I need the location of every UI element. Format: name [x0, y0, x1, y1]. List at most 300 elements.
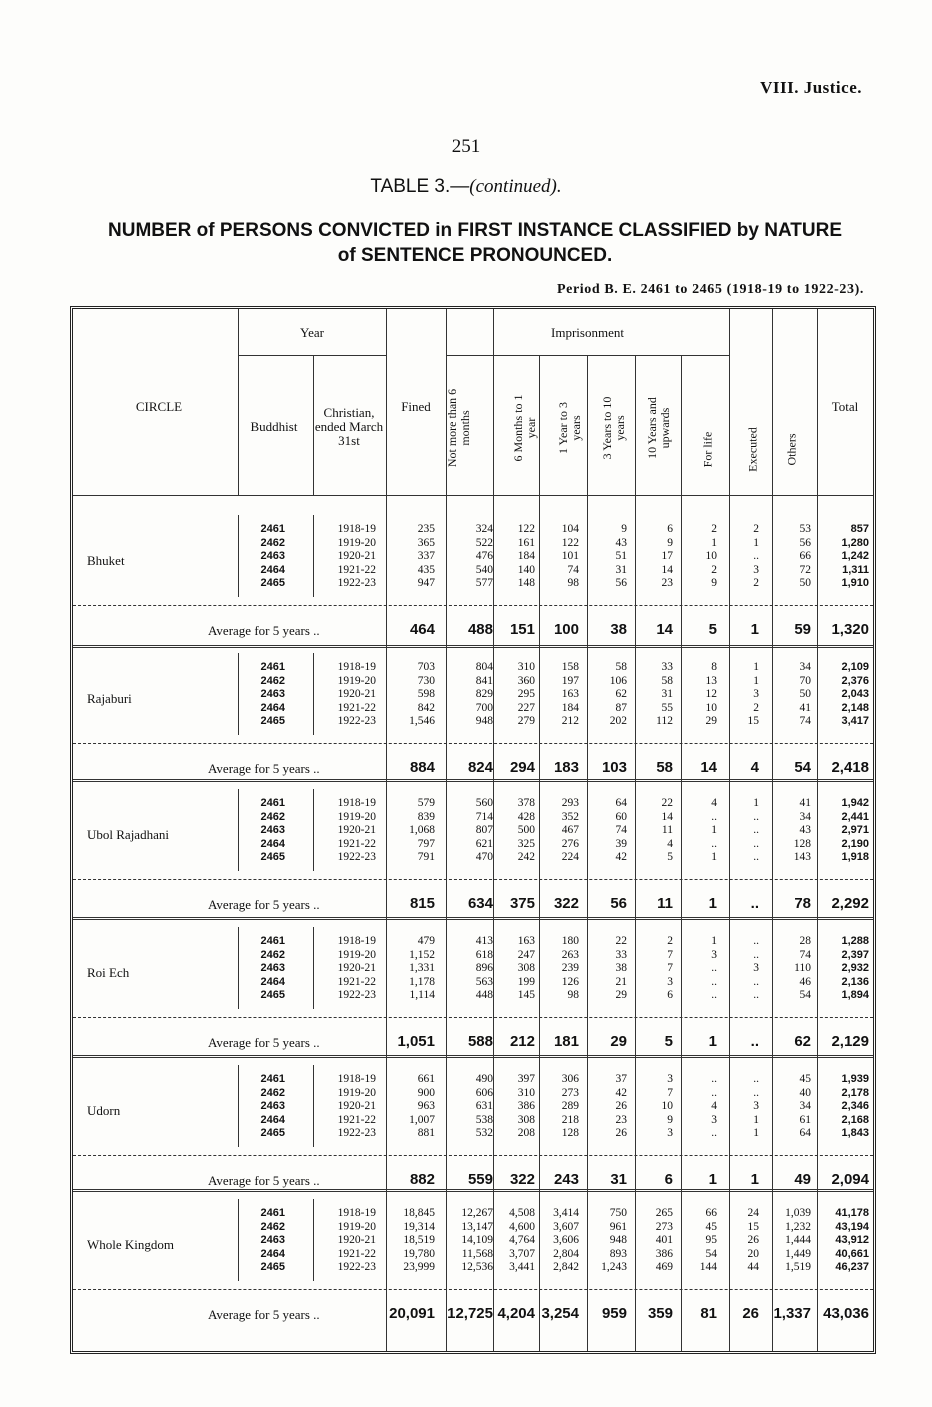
cell-6m-1y: 227 [517, 701, 535, 714]
cell-christian: 1922-23 [337, 1127, 376, 1140]
cell-total: 857 [850, 523, 869, 535]
cell-not-more-6m: 12,536 [461, 1261, 493, 1274]
cell-fined: 235 [417, 523, 435, 535]
cell-fined: 1,114 [409, 989, 435, 1002]
cell-buddhist: 2461 [260, 935, 285, 947]
cell-christian: 1920-21 [337, 688, 376, 701]
average-total: 2,094 [831, 1171, 869, 1188]
cell-total: 2,346 [841, 1100, 869, 1113]
cell-6m-1y: 163 [517, 935, 535, 947]
cell-others: 34 [799, 1100, 811, 1113]
average-total: 2,418 [831, 759, 869, 776]
cell-1y-3y: 3,414 [553, 1207, 579, 1219]
cell-christian: 1919-20 [337, 810, 376, 823]
cell-6m-1y: 386 [517, 1100, 535, 1113]
cell-6m-1y: 428 [517, 810, 535, 823]
cell-1y-3y: 306 [561, 1073, 579, 1085]
average-label: Average for 5 years .. [208, 1035, 320, 1050]
cell-10y-up: 22 [661, 797, 673, 809]
average-6m-1y: 375 [509, 895, 535, 912]
cell-total: 1,843 [841, 1127, 869, 1140]
cell-total: 1,311 [842, 563, 869, 576]
cell-not-more-6m: 577 [475, 577, 493, 590]
cell-fined: 435 [417, 563, 435, 576]
average-6m-1y: 322 [509, 1171, 535, 1188]
header-others: Others [784, 433, 799, 466]
cell-6m-1y: 3,441 [509, 1261, 535, 1274]
header-christian: Christian, ended March 31st [314, 405, 384, 448]
cell-others: 1,449 [785, 1247, 811, 1260]
average-3y-10y: 959 [601, 1305, 627, 1322]
cell-1y-3y: 467 [561, 824, 579, 837]
circle-name: Ubol Rajadhani [87, 827, 169, 842]
cell-3y-10y: 64 [615, 797, 627, 809]
cell-10y-up: 11 [661, 824, 673, 837]
cell-executed: 2 [753, 701, 759, 714]
cell-10y-up: 17 [661, 550, 673, 563]
cell-3y-10y: 37 [615, 1073, 627, 1085]
cell-3y-10y: 26 [615, 1127, 627, 1140]
cell-6m-1y: 397 [517, 1073, 535, 1085]
average-not-more-6m: 488 [467, 621, 493, 638]
average-for-life: 1 [708, 1033, 717, 1050]
cell-christian: 1918-19 [337, 1207, 376, 1219]
cell-1y-3y: 276 [561, 837, 579, 850]
cell-executed: 24 [747, 1207, 759, 1219]
cell-buddhist: 2463 [260, 688, 285, 701]
cell-fined: 791 [417, 851, 435, 864]
cell-for-life: 8 [711, 661, 717, 673]
cell-10y-up: 112 [656, 715, 673, 728]
cell-buddhist: 2465 [260, 715, 285, 728]
cell-others: 110 [794, 962, 811, 975]
cell-others: 72 [799, 563, 811, 576]
cell-1y-3y: 289 [561, 1100, 579, 1113]
cell-3y-10y: 38 [615, 962, 627, 975]
cell-3y-10y: 62 [615, 688, 627, 701]
average-for-life: 14 [700, 759, 717, 776]
cell-for-life: .. [711, 837, 717, 850]
average-not-more-6m: 634 [467, 895, 493, 912]
cell-not-more-6m: 470 [475, 851, 493, 864]
cell-10y-up: 6 [667, 989, 673, 1002]
cell-6m-1y: 247 [517, 948, 535, 961]
average-fined: 884 [409, 759, 435, 776]
cell-3y-10y: 43 [615, 536, 627, 549]
average-not-more-6m: 588 [467, 1033, 493, 1050]
cell-1y-3y: 128 [561, 1127, 579, 1140]
cell-buddhist: 2461 [260, 523, 285, 535]
cell-buddhist: 2465 [260, 989, 285, 1002]
cell-10y-up: 10 [661, 1100, 673, 1113]
header-circle: CIRCLE [135, 399, 183, 414]
cell-fined: 842 [417, 701, 435, 714]
cell-not-more-6m: 532 [475, 1127, 493, 1140]
cell-others: 54 [799, 989, 811, 1002]
cell-christian: 1921-22 [337, 701, 376, 714]
cell-1y-3y: 184 [561, 701, 579, 714]
cell-fined: 900 [417, 1086, 435, 1099]
header-6-months-to-1-year: 6 Months to 1 year [511, 394, 538, 462]
cell-for-life: 2 [711, 563, 717, 576]
cell-total: 2,441 [841, 810, 869, 823]
circle-name: Udorn [87, 1103, 121, 1118]
cell-10y-up: 33 [661, 661, 673, 673]
data-table [70, 306, 876, 1354]
cell-buddhist: 2462 [260, 810, 285, 823]
average-executed: 1 [750, 1171, 759, 1188]
cell-executed: 3 [753, 962, 759, 975]
cell-fined: 839 [417, 810, 435, 823]
cell-total: 2,932 [841, 962, 869, 975]
cell-executed: .. [753, 837, 759, 850]
cell-for-life: 2 [711, 523, 717, 535]
cell-1y-3y: 197 [561, 674, 579, 687]
cell-buddhist: 2463 [260, 962, 285, 975]
cell-total: 41,178 [835, 1207, 869, 1219]
cell-total: 1,280 [841, 536, 869, 549]
cell-buddhist: 2464 [260, 975, 285, 988]
cell-6m-1y: 122 [517, 523, 535, 535]
title-line-1: NUMBER of PERSONS CONVICTED in FIRST INSTANCE CLASSIFIED by NATURE [108, 220, 842, 241]
cell-christian: 1919-20 [337, 948, 376, 961]
average-fined: 464 [409, 621, 435, 638]
average-6m-1y: 212 [509, 1033, 535, 1050]
cell-10y-up: 2 [667, 935, 673, 947]
average-6m-1y: 294 [509, 759, 535, 776]
cell-3y-10y: 42 [615, 851, 627, 864]
cell-christian: 1922-23 [337, 577, 376, 590]
cell-1y-3y: 74 [567, 563, 579, 576]
cell-christian: 1922-23 [337, 851, 376, 864]
cell-1y-3y: 273 [561, 1086, 579, 1099]
average-1y-3y: 3,254 [541, 1305, 579, 1322]
cell-fined: 365 [417, 536, 435, 549]
cell-for-life: 10 [705, 701, 717, 714]
cell-total: 40,661 [835, 1247, 869, 1260]
cell-for-life: 12 [705, 688, 717, 701]
cell-for-life: 1 [711, 824, 717, 837]
cell-fined: 1,068 [409, 824, 435, 837]
cell-1y-3y: 352 [561, 810, 579, 823]
header-year: Year [300, 325, 324, 340]
cell-others: 34 [799, 661, 811, 673]
average-label: Average for 5 years .. [208, 897, 320, 912]
cell-executed: 26 [747, 1234, 759, 1247]
cell-christian: 1919-20 [337, 674, 376, 687]
cell-10y-up: 55 [661, 701, 673, 714]
average-for-life: 5 [708, 621, 717, 638]
average-label: Average for 5 years .. [208, 1307, 320, 1322]
cell-3y-10y: 9 [621, 523, 627, 535]
cell-10y-up: 273 [655, 1220, 673, 1233]
average-1y-3y: 100 [553, 621, 579, 638]
cell-total: 43,912 [835, 1234, 869, 1247]
average-1y-3y: 181 [553, 1033, 579, 1050]
cell-others: 43 [799, 824, 811, 837]
cell-executed: 1 [753, 1113, 759, 1126]
cell-buddhist: 2461 [260, 1207, 285, 1219]
cell-6m-1y: 3,707 [509, 1247, 535, 1260]
cell-10y-up: 5 [667, 851, 673, 864]
cell-total: 1,288 [841, 935, 869, 947]
cell-executed: 1 [753, 661, 759, 673]
cell-not-more-6m: 618 [475, 948, 493, 961]
cell-not-more-6m: 563 [475, 975, 493, 988]
average-3y-10y: 31 [610, 1171, 627, 1188]
cell-not-more-6m: 413 [475, 935, 493, 947]
cell-10y-up: 469 [655, 1261, 673, 1274]
cell-executed: .. [753, 851, 759, 864]
cell-fined: 1,546 [409, 715, 435, 728]
cell-fined: 598 [417, 688, 435, 701]
cell-others: 66 [799, 550, 811, 563]
cell-not-more-6m: 621 [475, 837, 493, 850]
cell-6m-1y: 145 [517, 989, 535, 1002]
average-executed: 26 [742, 1305, 759, 1322]
cell-christian: 1921-22 [337, 1247, 376, 1260]
cell-1y-3y: 122 [561, 536, 579, 549]
header-for-life: For life [700, 431, 715, 468]
cell-buddhist: 2463 [260, 824, 285, 837]
cell-total: 2,190 [841, 837, 869, 850]
circle-name: Roi Ech [87, 965, 130, 980]
cell-not-more-6m: 324 [475, 523, 493, 535]
cell-total: 1,910 [841, 577, 869, 590]
cell-others: 74 [799, 948, 811, 961]
cell-for-life: 45 [705, 1220, 717, 1233]
cell-total: 43,194 [835, 1220, 869, 1233]
average-1y-3y: 243 [553, 1171, 579, 1188]
cell-1y-3y: 239 [561, 962, 579, 975]
cell-christian: 1920-21 [337, 1234, 376, 1247]
section-header: VIII. Justice. [760, 78, 862, 97]
cell-others: 50 [799, 688, 811, 701]
cell-others: 53 [799, 523, 811, 535]
cell-total: 2,043 [841, 688, 869, 701]
cell-others: 28 [799, 935, 811, 947]
cell-total: 1,918 [841, 851, 869, 864]
cell-fined: 579 [417, 797, 435, 809]
cell-1y-3y: 104 [561, 523, 579, 535]
cell-buddhist: 2462 [260, 948, 285, 961]
cell-1y-3y: 293 [561, 797, 579, 809]
cell-10y-up: 9 [667, 536, 673, 549]
cell-6m-1y: 4,508 [509, 1207, 535, 1219]
cell-total: 1,894 [841, 989, 869, 1002]
cell-christian: 1918-19 [337, 1073, 376, 1085]
cell-6m-1y: 310 [517, 1086, 535, 1099]
cell-buddhist: 2461 [260, 1073, 285, 1085]
cell-6m-1y: 325 [517, 837, 535, 850]
cell-christian: 1918-19 [337, 661, 376, 673]
average-others: 1,337 [773, 1305, 811, 1322]
cell-3y-10y: 202 [609, 715, 627, 728]
cell-executed: .. [753, 1086, 759, 1099]
cell-executed: .. [753, 948, 759, 961]
cell-not-more-6m: 841 [475, 674, 493, 687]
average-label: Average for 5 years .. [208, 1173, 320, 1188]
cell-others: 1,039 [785, 1207, 811, 1219]
cell-buddhist: 2465 [260, 1127, 285, 1140]
header-fined: Fined [401, 399, 431, 414]
cell-christian: 1921-22 [337, 1113, 376, 1126]
cell-not-more-6m: 476 [475, 550, 493, 563]
cell-fined: 19,314 [403, 1220, 435, 1233]
cell-not-more-6m: 714 [475, 810, 493, 823]
cell-not-more-6m: 540 [475, 563, 493, 576]
cell-christian: 1920-21 [337, 550, 376, 563]
cell-for-life: 54 [705, 1247, 717, 1260]
cell-fined: 23,999 [403, 1261, 435, 1274]
cell-1y-3y: 98 [567, 577, 579, 590]
average-6m-1y: 151 [509, 621, 535, 638]
page-number: 251 [451, 136, 481, 157]
cell-christian: 1922-23 [337, 715, 376, 728]
average-others: 59 [794, 621, 811, 638]
average-1y-3y: 183 [553, 759, 579, 776]
cell-10y-up: 23 [661, 577, 673, 590]
cell-buddhist: 2462 [260, 536, 285, 549]
cell-6m-1y: 4,764 [509, 1234, 535, 1247]
cell-1y-3y: 224 [561, 851, 579, 864]
average-label: Average for 5 years .. [208, 623, 320, 638]
cell-executed: 3 [753, 1100, 759, 1113]
cell-3y-10y: 39 [615, 837, 627, 850]
cell-10y-up: 4 [667, 837, 673, 850]
average-10y-up: 11 [657, 895, 673, 912]
cell-not-more-6m: 12,267 [461, 1207, 493, 1219]
cell-total: 2,168 [841, 1113, 869, 1126]
average-others: 54 [794, 759, 811, 776]
cell-6m-1y: 360 [517, 674, 535, 687]
cell-not-more-6m: 948 [475, 715, 493, 728]
cell-3y-10y: 51 [615, 550, 627, 563]
cell-buddhist: 2465 [260, 851, 285, 864]
cell-total: 2,178 [841, 1086, 869, 1099]
cell-1y-3y: 3,607 [553, 1220, 579, 1233]
cell-6m-1y: 4,600 [509, 1220, 535, 1233]
cell-for-life: 1 [711, 536, 717, 549]
cell-6m-1y: 148 [517, 577, 535, 590]
circle-name: Whole Kingdom [87, 1237, 175, 1252]
cell-1y-3y: 263 [561, 948, 579, 961]
cell-fined: 1,331 [409, 962, 435, 975]
cell-for-life: .. [711, 1127, 717, 1140]
table-label-continued: (continued). [469, 176, 562, 197]
cell-3y-10y: 26 [615, 1100, 627, 1113]
cell-1y-3y: 126 [561, 975, 579, 988]
cell-executed: .. [753, 1073, 759, 1085]
cell-for-life: .. [711, 1073, 717, 1085]
cell-christian: 1921-22 [337, 975, 376, 988]
cell-not-more-6m: 631 [475, 1100, 493, 1113]
cell-others: 61 [799, 1113, 811, 1126]
cell-for-life: 9 [711, 577, 717, 590]
header-not-more-6-months: Not more than 6 months [445, 388, 472, 468]
cell-buddhist: 2464 [260, 837, 285, 850]
cell-3y-10y: 33 [615, 948, 627, 961]
cell-for-life: .. [711, 1086, 717, 1099]
table-label-text: TABLE 3.— [370, 176, 470, 197]
cell-christian: 1918-19 [337, 797, 376, 809]
cell-christian: 1922-23 [337, 1261, 376, 1274]
cell-fined: 1,152 [409, 948, 435, 961]
header-10-years-upwards: 10 Years and upwards [645, 397, 672, 459]
cell-6m-1y: 184 [517, 550, 535, 563]
average-total: 43,036 [823, 1305, 869, 1322]
cell-others: 74 [799, 715, 811, 728]
cell-buddhist: 2462 [260, 1086, 285, 1099]
header-imprisonment: Imprisonment [551, 325, 624, 340]
average-10y-up: 6 [664, 1171, 673, 1188]
cell-for-life: 66 [705, 1207, 717, 1219]
cell-total: 2,397 [841, 948, 869, 961]
cell-christian: 1922-23 [337, 989, 376, 1002]
cell-not-more-6m: 700 [475, 701, 493, 714]
circle-name: Bhuket [87, 553, 125, 568]
header-buddhist: Buddhist [250, 419, 298, 434]
cell-executed: 1 [753, 674, 759, 687]
cell-fined: 947 [417, 577, 435, 590]
average-others: 49 [794, 1171, 811, 1188]
cell-for-life: .. [711, 989, 717, 1002]
cell-total: 46,237 [835, 1261, 869, 1274]
cell-total: 2,148 [841, 701, 869, 714]
cell-not-more-6m: 896 [475, 962, 493, 975]
cell-others: 64 [799, 1127, 811, 1140]
cell-6m-1y: 199 [517, 975, 535, 988]
cell-fined: 479 [417, 935, 435, 947]
average-fined: 882 [409, 1171, 435, 1188]
cell-not-more-6m: 606 [475, 1086, 493, 1099]
cell-3y-10y: 60 [615, 810, 627, 823]
average-for-life: 1 [708, 895, 717, 912]
average-fined: 20,091 [389, 1305, 435, 1322]
header-1-year-to-3-years: 1 Year to 3 years [556, 402, 583, 455]
cell-3y-10y: 23 [615, 1113, 627, 1126]
cell-3y-10y: 22 [615, 935, 627, 947]
cell-1y-3y: 3,606 [553, 1234, 579, 1247]
cell-10y-up: 401 [655, 1234, 673, 1247]
cell-executed: 15 [747, 1220, 759, 1233]
cell-3y-10y: 87 [615, 701, 627, 714]
cell-christian: 1918-19 [337, 935, 376, 947]
cell-fined: 881 [417, 1127, 435, 1140]
cell-1y-3y: 180 [561, 935, 579, 947]
average-executed: 4 [750, 759, 759, 776]
cell-6m-1y: 308 [517, 962, 535, 975]
cell-others: 1,519 [785, 1261, 811, 1274]
cell-buddhist: 2465 [260, 577, 285, 590]
cell-fined: 337 [417, 550, 435, 563]
cell-buddhist: 2461 [260, 797, 285, 809]
cell-10y-up: 3 [667, 975, 673, 988]
cell-buddhist: 2464 [260, 701, 285, 714]
cell-executed: 1 [753, 536, 759, 549]
average-fined: 1,051 [397, 1033, 435, 1050]
cell-total: 1,939 [841, 1073, 869, 1085]
title-line-2: of SENTENCE PRONOUNCED. [337, 245, 613, 266]
cell-not-more-6m: 448 [475, 989, 493, 1002]
cell-6m-1y: 500 [517, 824, 535, 837]
cell-1y-3y: 212 [561, 715, 579, 728]
cell-fined: 1,007 [409, 1113, 435, 1126]
cell-6m-1y: 310 [517, 661, 535, 673]
average-not-more-6m: 12,725 [447, 1305, 493, 1322]
cell-fined: 19,780 [403, 1247, 435, 1260]
cell-for-life: 3 [711, 948, 717, 961]
